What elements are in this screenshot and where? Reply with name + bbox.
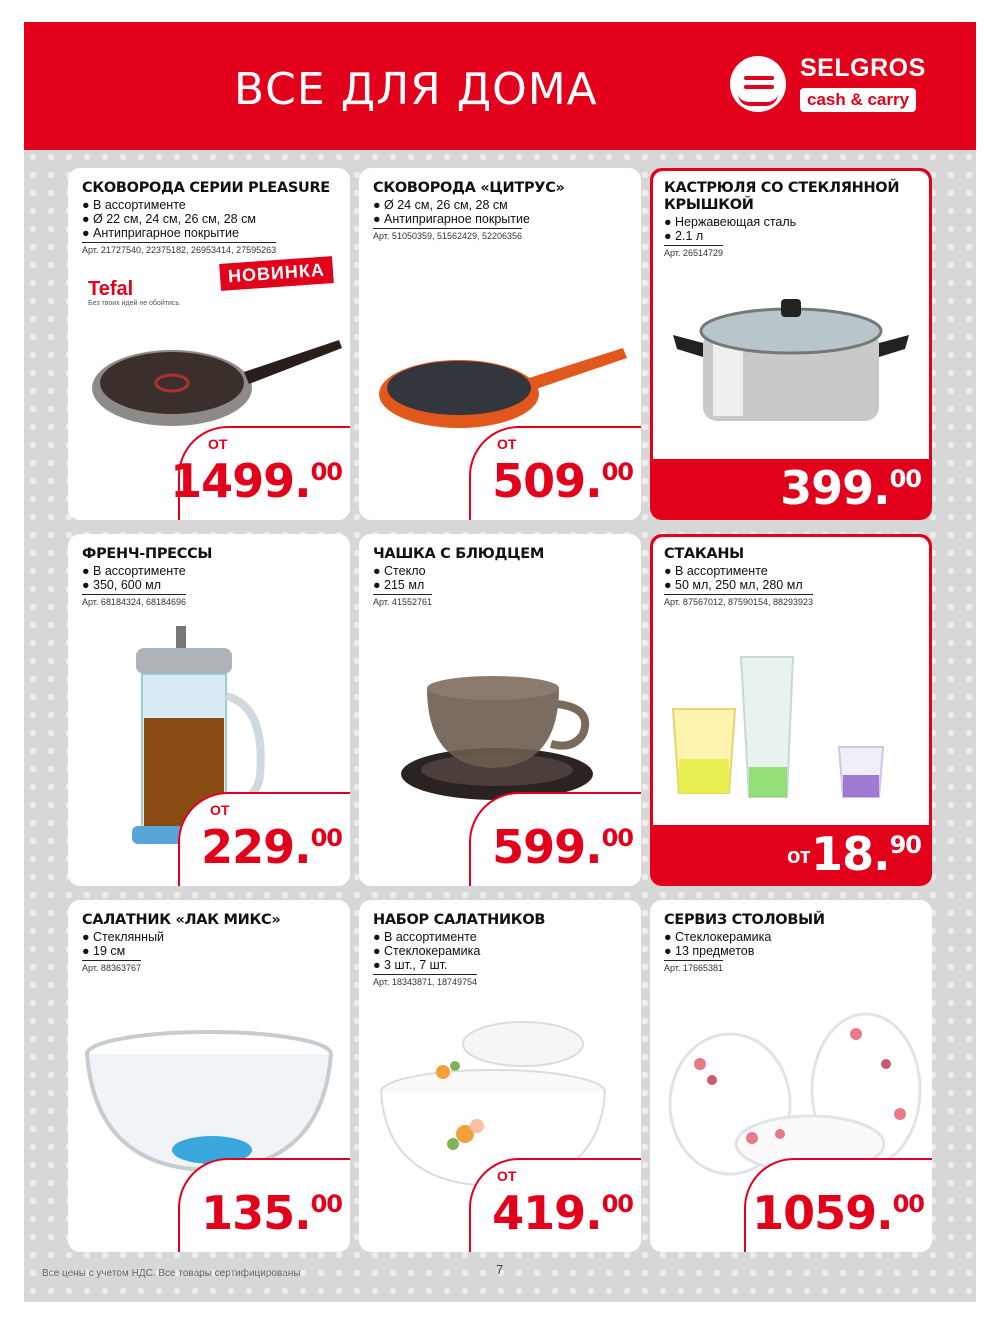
selgros-logo (730, 52, 940, 118)
page-number: 7 (496, 1262, 504, 1277)
price-area (469, 1158, 641, 1252)
product-title: КАСТРЮЛЯ СО СТЕКЛЯННОЙ КРЫШКОЙ (664, 180, 900, 213)
product-features (664, 930, 771, 958)
footer-note: Все цены с учетом НДС. Все товары сертифицированы (42, 1268, 301, 1279)
price-cents: 00 (310, 458, 342, 486)
product-features (82, 198, 256, 240)
price-main: 229. (201, 820, 311, 874)
feature-item: ● 19 см (82, 944, 126, 958)
price-from-label: ОТ (210, 802, 230, 818)
price (170, 454, 342, 508)
feature-item: ● Ø 22 см, 24 см, 26 см, 28 см (82, 212, 256, 226)
price-from-label: ОТ (208, 436, 228, 452)
price-area (178, 792, 350, 886)
price-area (744, 1158, 932, 1252)
product-card-frying-pan-citrus[interactable] (359, 168, 641, 520)
price-cents: 00 (601, 824, 633, 852)
price (811, 827, 921, 881)
article-numbers: Арт. 41552761 (373, 594, 432, 607)
product-features (373, 930, 480, 972)
price-main: 419. (492, 1186, 602, 1240)
price-area (469, 426, 641, 520)
product-card-dinnerware-set[interactable] (650, 900, 932, 1252)
price (752, 1186, 924, 1240)
feature-item: ● В ассортименте (82, 564, 186, 578)
feature-item: ● В ассортименте (664, 564, 768, 578)
price-from-label: от (787, 843, 811, 868)
product-card-french-press[interactable] (68, 534, 350, 886)
orange-frying-pan-icon (373, 336, 635, 436)
logo-tagline: cash & carry (800, 88, 916, 112)
feature-item: ● Антипригарное покрытие (82, 226, 239, 240)
feature-item: ● 215 мл (373, 578, 425, 592)
product-title: ФРЕНЧ-ПРЕССЫ (82, 546, 213, 562)
feature-item: ● Стеклянный (82, 930, 165, 944)
price-main: 399. (780, 461, 890, 515)
feature-item: ● 3 шт., 7 шт. (373, 958, 448, 972)
article-numbers: Арт. 18343871, 18749754 (373, 974, 477, 987)
product-card-cup-saucer[interactable] (359, 534, 641, 886)
price-area (178, 1158, 350, 1252)
feature-item: ● 50 мл, 250 мл, 280 мл (664, 578, 803, 592)
price (780, 461, 921, 515)
product-features (664, 564, 803, 592)
product-features (373, 564, 426, 592)
price-cents: 00 (892, 1190, 924, 1218)
product-features (82, 930, 164, 958)
new-badge: НОВИНКА (219, 256, 334, 291)
product-features (373, 198, 530, 226)
glass-bowl-icon (82, 1028, 336, 1178)
price-main: 135. (201, 1186, 311, 1240)
price-main: 599. (492, 820, 602, 874)
page-header (24, 22, 976, 150)
price-area (170, 426, 350, 520)
feature-item: ● Стеклокерамика (664, 930, 772, 944)
feature-item: ● 2.1 л (664, 229, 704, 243)
product-title: САЛАТНИК «ЛАК МИКС» (82, 912, 281, 928)
price-main: 509. (492, 454, 602, 508)
article-numbers: Арт. 51050359, 51562429, 52206356 (373, 228, 522, 241)
price-area (469, 792, 641, 886)
price (201, 1186, 342, 1240)
price-cents: 00 (310, 1190, 342, 1218)
feature-item: ● 350, 600 мл (82, 578, 162, 592)
feature-item: ● Ø 24 см, 26 см, 28 см (373, 198, 508, 212)
saucepan-icon (663, 281, 919, 431)
product-card-bowl-set[interactable] (359, 900, 641, 1252)
product-card-saucepan[interactable] (650, 168, 932, 520)
product-title: СКОВОРОДА «ЦИТРУС» (373, 180, 565, 196)
price-from-label: ОТ (497, 436, 517, 452)
article-numbers: Арт. 68184324, 68184696 (82, 594, 186, 607)
feature-item: ● Нержавеющая сталь (664, 215, 797, 229)
price-cents: 00 (601, 458, 633, 486)
price-from-label: ОТ (497, 1168, 517, 1184)
price (492, 454, 633, 508)
catalog-page (24, 22, 976, 1302)
price-cents: 00 (601, 1190, 633, 1218)
product-card-frying-pan-pleasure[interactable] (68, 168, 350, 520)
logo-plate-icon (730, 56, 786, 112)
article-numbers: Арт. 26514729 (664, 245, 723, 258)
price-main: 18. (811, 827, 890, 881)
product-features (82, 564, 186, 592)
dinnerware-set-icon (660, 1004, 924, 1184)
article-numbers: Арт. 21727540, 22375182, 26953414, 27595263 (82, 242, 276, 255)
tefal-logo: Tefal (88, 278, 134, 300)
feature-item: ● Стеклокерамика (373, 944, 481, 958)
feature-item: ● 13 предметов (664, 944, 755, 958)
price (201, 820, 342, 874)
price-main: 1499. (170, 454, 311, 508)
feature-item: ● Антипригарное покрытие (373, 212, 530, 226)
frying-pan-icon (84, 328, 346, 438)
feature-item: ● Стекло (373, 564, 426, 578)
glasses-icon (671, 647, 911, 807)
product-title: СКОВОРОДА СЕРИИ PLEASURE (82, 180, 330, 196)
page-title: ВСЕ ДЛЯ ДОМА (234, 64, 598, 115)
logo-name: SELGROS (800, 54, 926, 82)
cup-saucer-icon (397, 674, 607, 804)
product-card-salad-bowl[interactable] (68, 900, 350, 1252)
product-features (664, 215, 796, 243)
price (492, 820, 633, 874)
product-title: СТАКАНЫ (664, 546, 744, 562)
price-cents: 00 (310, 824, 342, 852)
product-title: СЕРВИЗ СТОЛОВЫЙ (664, 912, 825, 928)
feature-item: ● В ассортименте (82, 198, 186, 212)
price (492, 1186, 633, 1240)
article-numbers: Арт. 87567012, 87590154, 88293923 (664, 594, 813, 607)
price-main: 1059. (752, 1186, 893, 1240)
price-cents: 90 (889, 831, 921, 859)
price-cents: 00 (889, 465, 921, 493)
article-numbers: Арт. 88363767 (82, 960, 141, 973)
product-card-glasses[interactable] (650, 534, 932, 886)
tefal-slogan: Без твоих идей не обойтись. (88, 300, 181, 307)
feature-item: ● В ассортименте (373, 930, 477, 944)
product-title: НАБОР САЛАТНИКОВ (373, 912, 546, 928)
product-title: ЧАШКА С БЛЮДЦЕМ (373, 546, 544, 562)
article-numbers: Арт. 17665381 (664, 960, 723, 973)
